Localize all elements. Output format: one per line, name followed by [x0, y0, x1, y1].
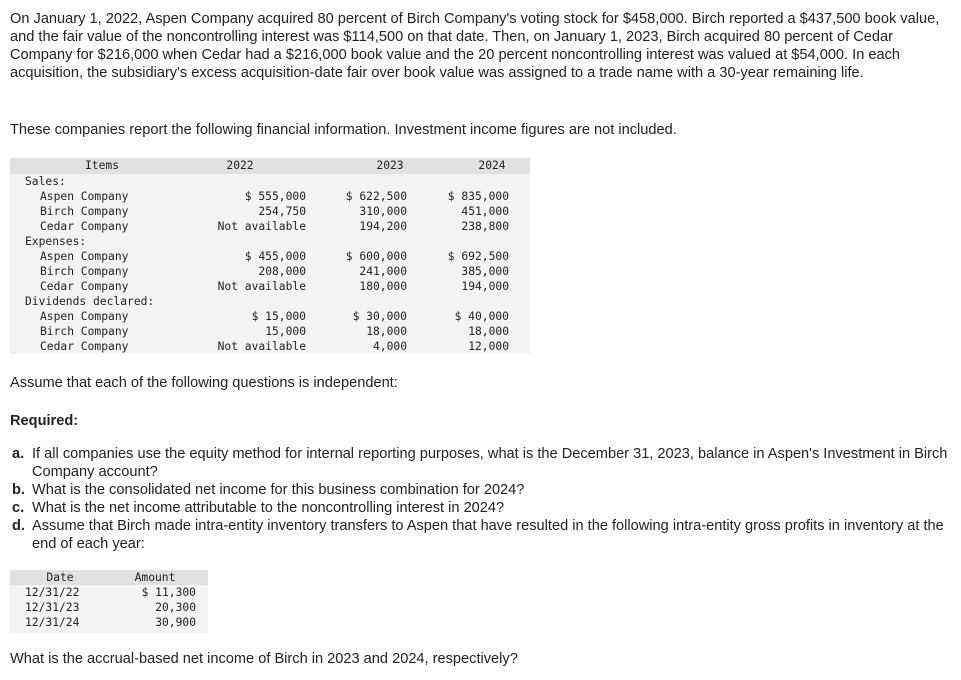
question-label: c. — [12, 500, 25, 516]
date-cell: 12/31/24 — [25, 616, 80, 629]
row-label: Aspen Company — [40, 250, 129, 263]
financial-info-table — [10, 158, 530, 354]
row-label: Aspen Company — [40, 190, 129, 203]
row-label: Aspen Company — [40, 310, 129, 323]
cell-value: $ 15,000 — [251, 310, 306, 323]
question-item — [12, 481, 952, 499]
cell-value: $ 835,000 — [447, 190, 509, 203]
cell-value: $ 622,500 — [345, 190, 407, 203]
question-label: a. — [12, 446, 25, 462]
question-text: What is the consolidated net income for this business combination for 2024? — [32, 482, 525, 498]
row-label: Cedar Company — [40, 340, 129, 353]
cell-value: 18,000 — [468, 325, 509, 338]
cell-value: 194,000 — [461, 280, 509, 293]
cell-value: 310,000 — [359, 205, 407, 218]
header-2024: 2024 — [478, 159, 506, 172]
cell-value: 15,000 — [265, 325, 306, 338]
cell-value: $ 30,000 — [352, 310, 407, 323]
header-2022: 2022 — [226, 159, 254, 172]
question-label: b. — [12, 482, 25, 498]
question-item — [12, 517, 952, 553]
cell-value: $ 692,500 — [447, 250, 509, 263]
amount-cell: $ 11,300 — [141, 586, 196, 599]
cell-value: 18,000 — [366, 325, 407, 338]
row-label: Birch Company — [40, 265, 129, 278]
required-heading: Required: — [10, 413, 79, 429]
amount-cell: 30,900 — [155, 616, 196, 629]
cell-value: $ 555,000 — [244, 190, 306, 203]
header-2023: 2023 — [376, 159, 404, 172]
question-item — [12, 445, 952, 481]
cell-value: 451,000 — [461, 205, 509, 218]
cell-value: 208,000 — [258, 265, 306, 278]
assumption-note: Assume that each of the following questions is independent: — [10, 375, 398, 391]
table-intro: These companies report the following financial information. Investment income figures are not included. — [10, 122, 677, 138]
date-cell: 12/31/23 — [25, 601, 80, 614]
cell-value: 241,000 — [359, 265, 407, 278]
row-label: Birch Company — [40, 205, 129, 218]
question-item — [12, 499, 952, 517]
header-items: Items — [84, 159, 119, 172]
section-label: Sales: — [25, 175, 66, 188]
row-label: Cedar Company — [40, 220, 129, 233]
cell-value: Not available — [217, 280, 306, 293]
date-cell: 12/31/22 — [25, 586, 80, 599]
row-label: Cedar Company — [40, 280, 129, 293]
cell-value: 254,750 — [258, 205, 306, 218]
header-amount: Amount — [134, 571, 176, 584]
cell-value: $ 40,000 — [454, 310, 509, 323]
final-question: What is the accrual-based net income of Birch in 2023 and 2024, respectively? — [10, 651, 518, 667]
cell-value: 12,000 — [468, 340, 509, 353]
header-date: Date — [46, 571, 74, 584]
gross-profit-table — [10, 570, 208, 633]
row-label: Birch Company — [40, 325, 129, 338]
cell-value: 194,200 — [359, 220, 407, 233]
section-label: Expenses: — [25, 235, 87, 248]
section-label: Dividends declared: — [25, 295, 155, 308]
amount-cell: 20,300 — [155, 601, 196, 614]
cell-value: 180,000 — [359, 280, 407, 293]
cell-value: 385,000 — [461, 265, 509, 278]
cell-value: Not available — [217, 220, 306, 233]
problem-intro: On January 1, 2022, Aspen Company acquired 80 percent of Birch Company's voting stock for $458,000. Birch reported a $437,500 book value, and the fair value of the noncontrolling interest was $114,500 on that date. Then, on January 1, 2023, Birch acquired 80 percent of Cedar Company for $216,000 when Cedar had a $216,000 book value and the 20 percent noncontrolling interest was valued at $54,000. In each acquisition, the subsidiary's excess acquisition-date fair over book value was assigned to a trade name with a 30-year remaining life. — [10, 11, 940, 81]
question-text: Assume that Birch made intra-entity inventory transfers to Aspen that have resulted in the following intra-entity gross profits in inventory at the end of each year: — [32, 518, 944, 552]
cell-value: $ 600,000 — [345, 250, 407, 263]
cell-value: 238,800 — [461, 220, 509, 233]
cell-value: $ 455,000 — [244, 250, 306, 263]
cell-value: Not available — [217, 340, 306, 353]
question-text: What is the net income attributable to the noncontrolling interest in 2024? — [32, 500, 505, 516]
questions-list — [12, 445, 952, 553]
question-text: If all companies use the equity method for internal reporting purposes, what is the December 31, 2023, balance in Aspen's Investment in Birch Company account? — [32, 446, 948, 480]
question-label: d. — [12, 518, 25, 534]
cell-value: 4,000 — [372, 340, 407, 353]
